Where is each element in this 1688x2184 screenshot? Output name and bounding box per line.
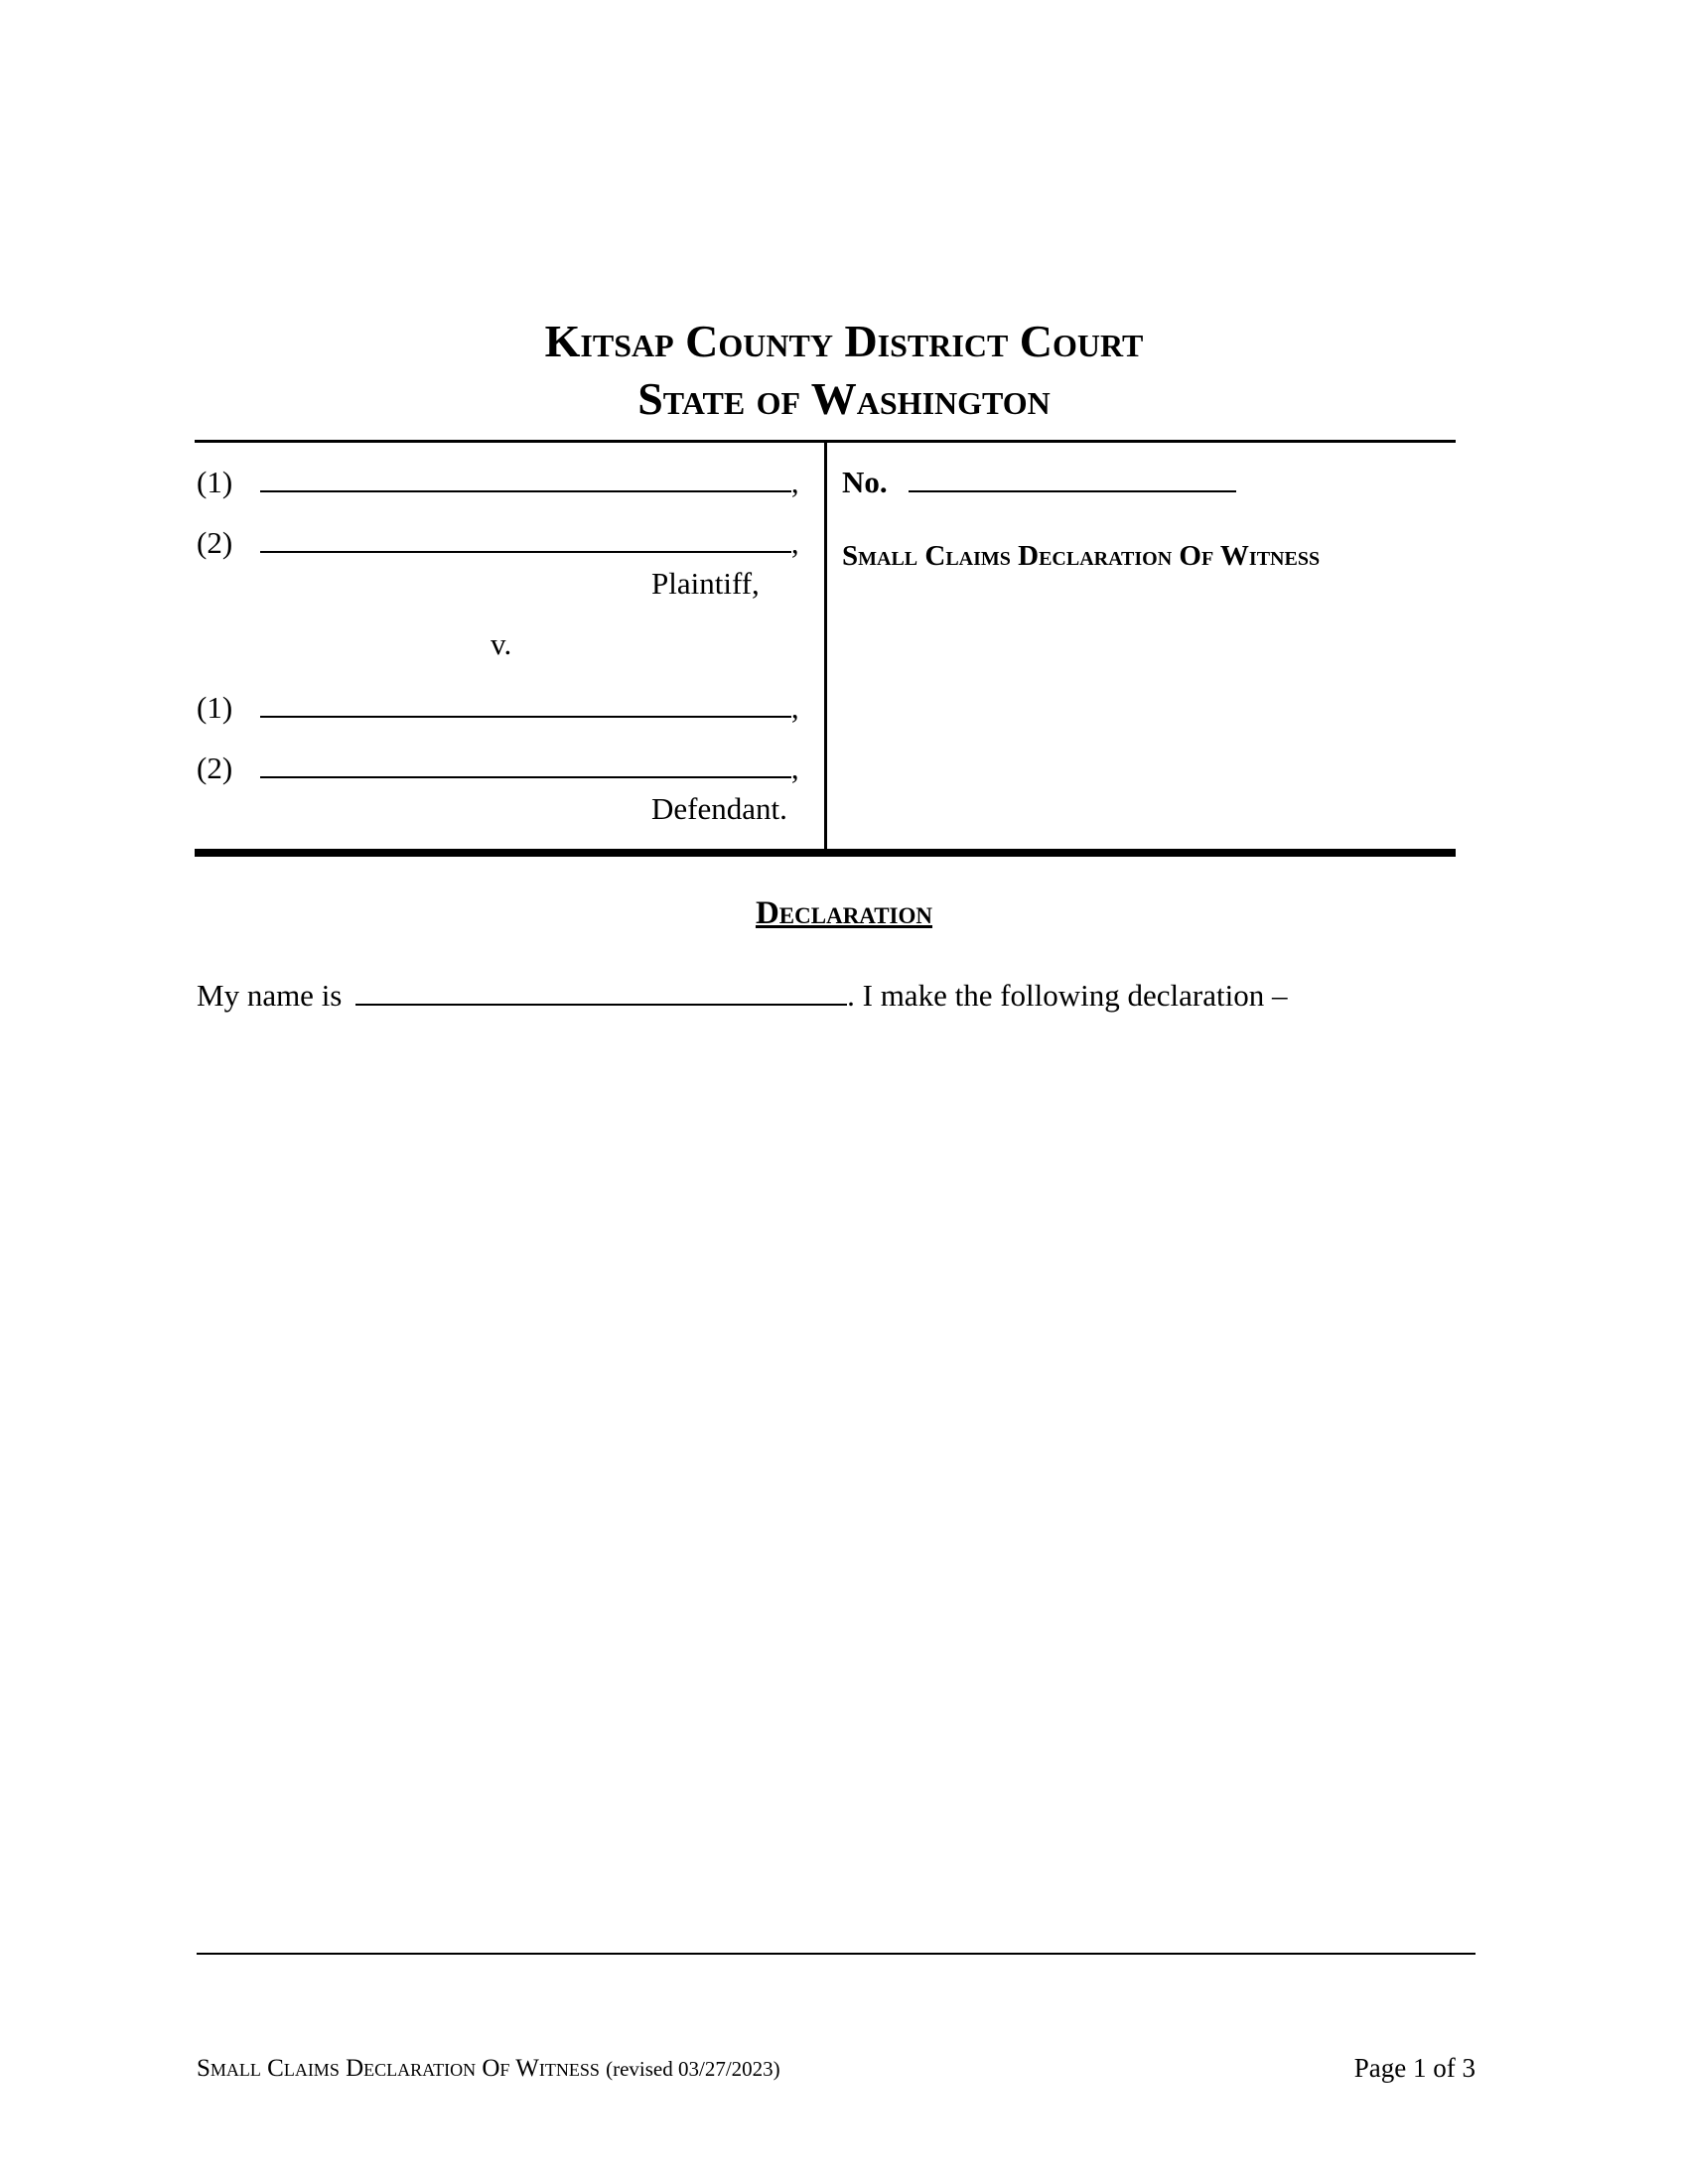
comma: , bbox=[790, 465, 799, 499]
court-title: Kitsap County District Court bbox=[544, 316, 1144, 366]
state-title: State of Washington bbox=[637, 373, 1051, 424]
declaration-heading-wrap bbox=[0, 895, 1688, 932]
defendant-1-row bbox=[197, 688, 799, 726]
plaintiff-2-field[interactable] bbox=[260, 523, 791, 553]
comma: , bbox=[790, 751, 799, 785]
plaintiff-2-row bbox=[197, 523, 799, 561]
comma: , bbox=[790, 690, 799, 725]
defendant-1-number: (1) bbox=[197, 690, 233, 725]
footer-rule bbox=[197, 1953, 1476, 1955]
plaintiff-1-row bbox=[197, 463, 799, 500]
footer-form-name: Small Claims Declaration Of Witness bbox=[197, 2055, 600, 2082]
case-number-field[interactable] bbox=[909, 463, 1236, 492]
plaintiff-label: Plaintiff, bbox=[651, 566, 760, 601]
comma: , bbox=[790, 525, 799, 560]
footer-revised: (revised 03/27/2023) bbox=[606, 2057, 780, 2081]
plaintiff-2-number: (2) bbox=[197, 525, 233, 560]
plaintiff-1-number: (1) bbox=[197, 465, 233, 499]
plaintiff-1-field[interactable] bbox=[260, 463, 791, 492]
defendant-2-number: (2) bbox=[197, 751, 233, 785]
defendant-1-field[interactable] bbox=[260, 688, 791, 718]
defendant-label: Defendant. bbox=[651, 791, 787, 826]
case-number-label: No. bbox=[842, 465, 888, 499]
defendant-2-field[interactable] bbox=[260, 749, 791, 778]
case-number-row bbox=[842, 463, 1236, 500]
name-prefix: My name is bbox=[197, 978, 343, 1013]
declarant-name-field[interactable] bbox=[355, 976, 847, 1006]
name-suffix: . I make the following declaration – bbox=[847, 978, 1288, 1013]
footer-form-label bbox=[197, 2055, 780, 2083]
versus-label: v. bbox=[491, 626, 512, 661]
declaration-heading: Declaration bbox=[755, 895, 933, 931]
form-title: Small Claims Declaration Of Witness bbox=[842, 540, 1321, 572]
page-number: Page 1 of 3 bbox=[1353, 2053, 1476, 2083]
caption-divider bbox=[824, 441, 827, 852]
defendant-2-row bbox=[197, 749, 799, 786]
name-statement bbox=[197, 976, 1287, 1014]
caption-bottom-rule bbox=[195, 849, 1456, 857]
